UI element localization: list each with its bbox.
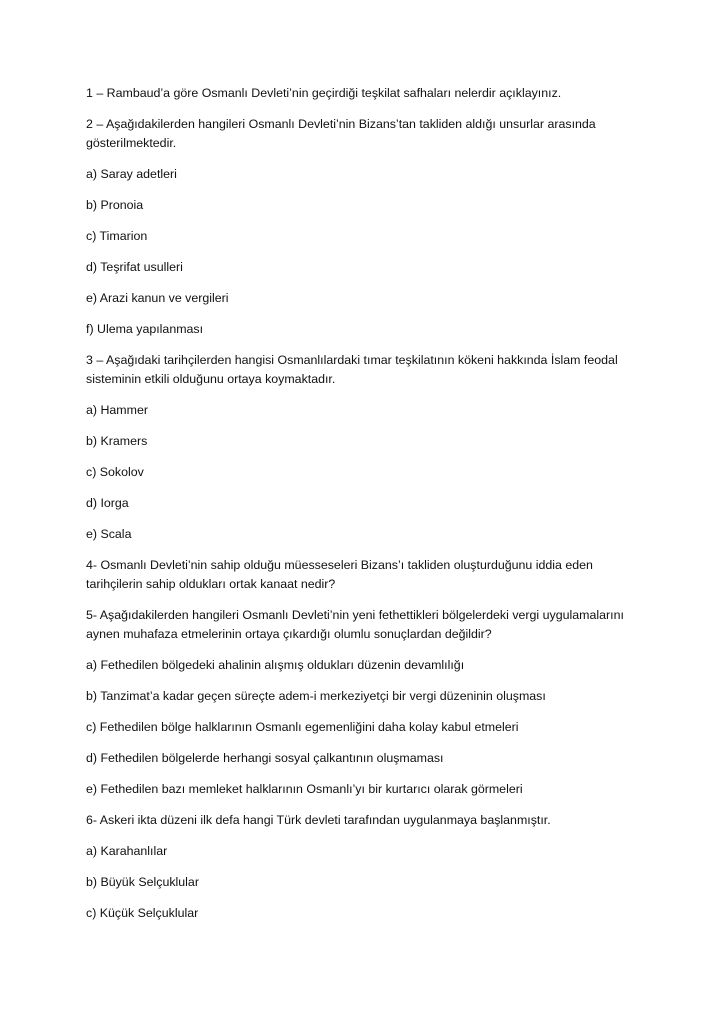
- question-5-option-c: c) Fethedilen bölge halklarının Osmanlı egemenliğini daha kolay kabul etmeleri: [86, 720, 519, 734]
- question-3: 3 – Aşağıdaki tarihçilerden hangisi Osmanlılardaki tımar teşkilatının kökeni hakkında İslam feodal sisteminin etkili olduğunu ortaya koymaktadır.: [86, 353, 618, 386]
- question-2-option-e: e) Arazi kanun ve vergileri: [86, 291, 229, 305]
- question-2-option-a: a) Saray adetleri: [86, 167, 177, 181]
- question-6: 6- Askeri ikta düzeni ilk defa hangi Türk devleti tarafından uygulanmaya başlanmıştır.: [86, 813, 551, 827]
- question-2: 2 – Aşağıdakilerden hangileri Osmanlı Devleti’nin Bizans’tan takliden aldığı unsurlar arasında gösterilmektedir.: [86, 117, 596, 150]
- question-5-option-a: a) Fethedilen bölgedeki ahalinin alışmış oldukları düzenin devamlılığı: [86, 658, 465, 672]
- question-3-option-e: e) Scala: [86, 527, 132, 541]
- question-3-option-a: a) Hammer: [86, 403, 148, 417]
- question-6-option-a: a) Karahanlılar: [86, 844, 168, 858]
- question-6-option-c: c) Küçük Selçuklular: [86, 906, 199, 920]
- question-4: 4- Osmanlı Devleti’nin sahip olduğu müesseseleri Bizans’ı takliden oluşturduğunu iddia eden tarihçilerin sahip oldukları ortak kanaat nedir?: [86, 558, 593, 591]
- question-5-option-e: e) Fethedilen bazı memleket halklarının Osmanlı’yı bir kurtarıcı olarak görmeleri: [86, 782, 523, 796]
- question-3-option-c: c) Sokolov: [86, 465, 144, 479]
- question-3-option-b: b) Kramers: [86, 434, 148, 448]
- question-2-option-d: d) Teşrifat usulleri: [86, 260, 183, 274]
- question-2-option-b: b) Pronoia: [86, 198, 144, 212]
- question-2-option-c: c) Timarion: [86, 229, 148, 243]
- question-5: 5- Aşağıdakilerden hangileri Osmanlı Devleti’nin yeni fethettikleri bölgelerdeki vergi uygulamalarını aynen muhafaza etmelerinin ortaya çıkardığı olumlu sonuçlardan değildir?: [86, 608, 624, 641]
- question-6-option-b: b) Büyük Selçuklular: [86, 875, 199, 889]
- document-page: [86, 84, 651, 935]
- question-1: 1 – Rambaud’a göre Osmanlı Devleti’nin geçirdiği teşkilat safhaları nelerdir açıklayınız.: [86, 86, 562, 100]
- question-5-option-b: b) Tanzimat’a kadar geçen süreçte adem-i merkeziyetçi bir vergi düzeninin oluşması: [86, 689, 546, 703]
- question-3-option-d: d) Iorga: [86, 496, 129, 510]
- question-2-option-f: f) Ulema yapılanması: [86, 322, 204, 336]
- question-5-option-d: d) Fethedilen bölgelerde herhangi sosyal çalkantının oluşmaması: [86, 751, 444, 765]
